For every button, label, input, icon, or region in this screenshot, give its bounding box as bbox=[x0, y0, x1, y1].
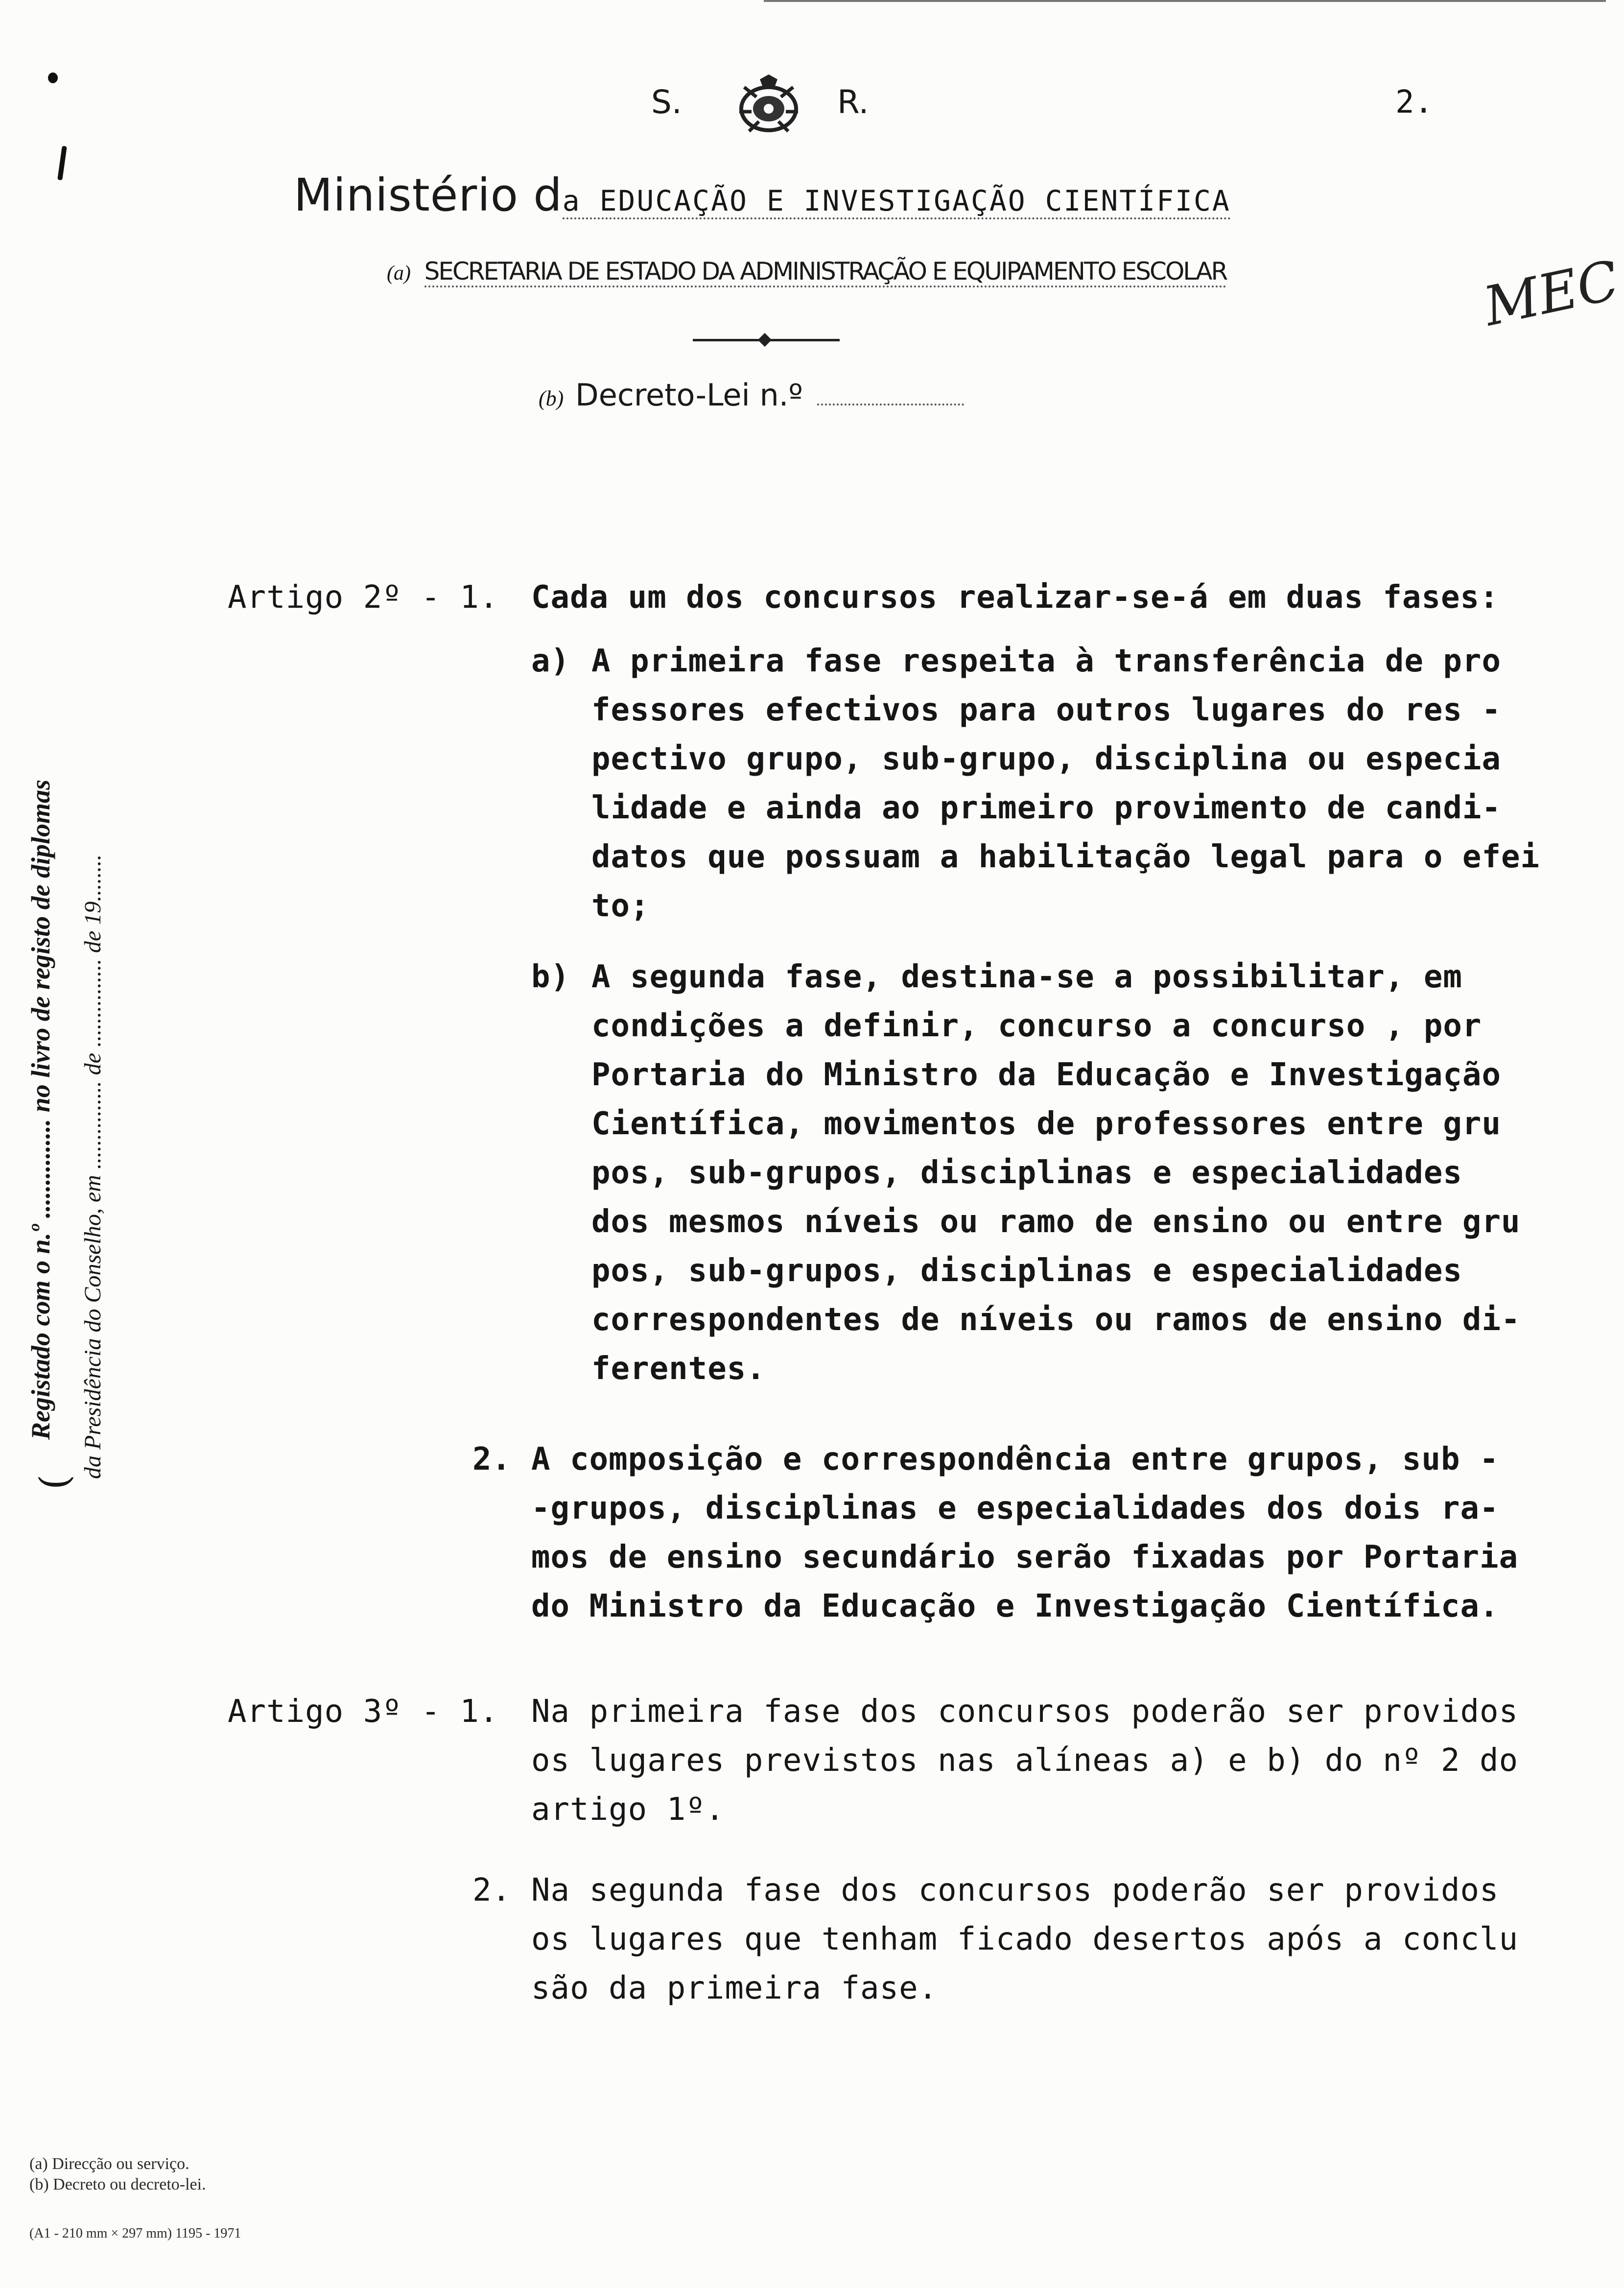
marker-b: (b) bbox=[539, 386, 564, 410]
item-a-line: to; bbox=[591, 888, 650, 924]
department-line bbox=[387, 257, 1226, 286]
paragraph-line: artigo 1º. bbox=[531, 1791, 725, 1828]
margin-bracket: ( bbox=[31, 1474, 77, 1490]
handwritten-note: MEC bbox=[1478, 248, 1624, 338]
paragraph-line: são da primeira fase. bbox=[531, 1970, 938, 2006]
item-b-label: b) bbox=[531, 959, 570, 995]
registration-margin-line1: Registado com o n.º ............... no livro de registo de diplomas bbox=[26, 779, 55, 1440]
footnote-b: (b) Decreto ou decreto-lei. bbox=[29, 2175, 206, 2193]
item-a-text bbox=[591, 637, 1540, 930]
article-3-paragraph-2-number: 2. bbox=[472, 1872, 512, 1908]
paragraph-line: os lugares previstos nas alíneas a) e b) do nº 2 do bbox=[531, 1742, 1519, 1779]
item-a-line: fessores efectivos para outros lugares do res - bbox=[591, 692, 1501, 728]
registration-margin-line2: da Presidência do Conselho, em ............... de ............... de 19........ bbox=[80, 854, 106, 1479]
item-a-line: datos que possuam a habilitação legal para o efei bbox=[591, 839, 1540, 875]
ministry-heading bbox=[294, 169, 1231, 221]
article-2-paragraph-2-number: 2. bbox=[472, 1441, 512, 1478]
ministry-name: a EDUCAÇÃO E INVESTIGAÇÃO CIENTÍFICA bbox=[563, 184, 1231, 219]
paragraph-line: do Ministro da Educação e Investigação Científica. bbox=[531, 1588, 1499, 1624]
item-b-line: correspondentes de níveis ou ramos de ensino di- bbox=[591, 1302, 1521, 1338]
item-b-line: pos, sub-grupos, disciplinas e especialidades bbox=[591, 1253, 1462, 1289]
header-initial-right: R. bbox=[837, 83, 869, 121]
decree-number-blank bbox=[817, 404, 964, 405]
header-initial-left: S. bbox=[651, 83, 682, 121]
item-a-line: pectivo grupo, sub-grupo, disciplina ou especia bbox=[591, 741, 1501, 777]
department-name: SECRETARIA DE ESTADO DA ADMINISTRAÇÃO E EQUIPAMENTO ESCOLAR bbox=[424, 257, 1227, 287]
page-number: 2. bbox=[1395, 84, 1434, 120]
article-2-intro: Cada um dos concursos realizar-se-á em duas fases: bbox=[531, 579, 1499, 616]
top-border-line bbox=[764, 0, 1606, 2]
item-a-line: A primeira fase respeita à transferência de pro bbox=[591, 643, 1501, 679]
scan-speck bbox=[57, 146, 67, 181]
item-b-line: Portaria do Ministro da Educação e Investigação bbox=[591, 1057, 1501, 1093]
article-2-heading: Artigo 2º - 1. bbox=[228, 579, 499, 616]
item-b-line: A segunda fase, destina-se a possibilitar, em bbox=[591, 959, 1462, 995]
article-3-paragraph-1-text bbox=[531, 1687, 1518, 1834]
paragraph-line: os lugares que tenham ficado desertos após a conclu bbox=[531, 1921, 1519, 1957]
coat-of-arms-emblem bbox=[730, 72, 808, 141]
item-a-label: a) bbox=[531, 643, 570, 679]
article-3-paragraph-2-text bbox=[531, 1866, 1518, 2013]
marker-a: (a) bbox=[387, 262, 411, 285]
item-b-line: dos mesmos níveis ou ramo de ensino ou entre gru bbox=[591, 1204, 1521, 1240]
paragraph-line: Na segunda fase dos concursos poderão ser providos bbox=[531, 1872, 1499, 1908]
paragraph-line: -grupos, disciplinas e especialidades dos dois ra- bbox=[531, 1490, 1499, 1526]
scan-speck bbox=[48, 72, 58, 83]
item-b-line: condições a definir, concurso a concurso , por bbox=[591, 1008, 1482, 1044]
print-info: (A1 - 210 mm × 297 mm) 1195 - 1971 bbox=[29, 2226, 241, 2241]
item-a-line: lidade e ainda ao primeiro provimento de candi- bbox=[591, 790, 1501, 826]
ministry-prefix: Ministério d bbox=[294, 169, 563, 221]
footnote-a: (a) Direcção ou serviço. bbox=[29, 2155, 189, 2173]
paragraph-line: A composição e correspondência entre grupos, sub - bbox=[531, 1441, 1499, 1478]
item-b-line: Científica, movimentos de professores entre gru bbox=[591, 1106, 1501, 1142]
paragraph-line: mos de ensino secundário serão fixadas por Portaria bbox=[531, 1539, 1519, 1575]
article-3-heading: Artigo 3º - 1. bbox=[228, 1693, 499, 1730]
decree-line bbox=[539, 377, 964, 413]
decree-label: Decreto-Lei n.º bbox=[575, 377, 803, 413]
paragraph-line: Na primeira fase dos concursos poderão ser providos bbox=[531, 1693, 1519, 1730]
item-b-line: ferentes. bbox=[591, 1351, 766, 1387]
header-divider-diamond bbox=[758, 333, 772, 347]
item-b-line: pos, sub-grupos, disciplinas e especialidades bbox=[591, 1155, 1462, 1191]
item-b-text bbox=[591, 953, 1521, 1393]
article-2-paragraph-2-text bbox=[531, 1435, 1518, 1631]
